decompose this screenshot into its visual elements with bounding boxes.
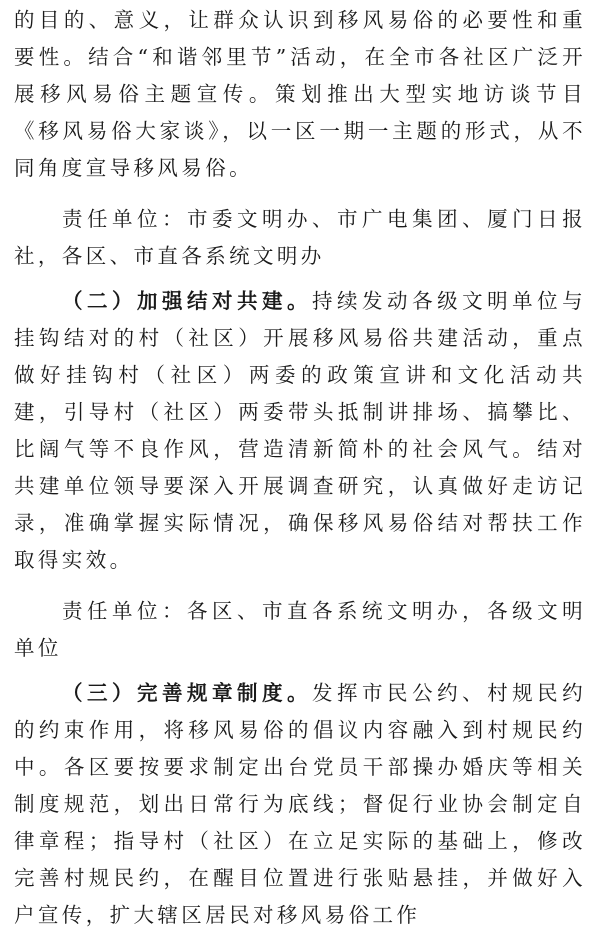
responsible-units-1: 责任单位：市委文明办、市广电集团、厦门日报社，各区、市直各系统文明办 <box>14 207 586 268</box>
section-2-body: 持续发动各级文明单位与挂钩结对的村（社区）开展移风易俗共建活动，重点做好挂钩村（社区）两委的政策宣讲和文化活动共建，引导村（社区）两委带头抵制讲排场、搞攀比、比阔气等不良作风，营造清新简朴的社会风气。结对共建单位领导要深入开展调查研究，认真做好走访记录，准确掌握实际情况，确保移风易俗结对帮扶工作取得实效。 <box>14 289 586 572</box>
paragraph-publicity: 的目的、意义，让群众认识到移风易俗的必要性和重要性。结合“和谐邻里节”活动，在全市各社区广泛开展移风易俗主题宣传。策划推出大型实地访谈节目《移风易俗大家谈》，以一区一期一主题的形式，从不同角度宣导移风易俗。 <box>14 8 586 180</box>
responsible-units-2: 责任单位：各区、市直各系统文明办，各级文明单位 <box>14 599 586 660</box>
section-3-paragraph <box>14 675 586 934</box>
section-3-body: 发挥市民公约、村规民约的约束作用，将移风易俗的倡议内容融入到村规民约中。各区要按要求制定出台党员干部操办婚庆等相关制度规范，划出日常行为底线；督促行业协会制定自律章程；指导村（社区）在立足实际的基础上，修改完善村规民约，在醒目位置进行张贴悬挂，并做好入户宣传，扩大辖区居民对移风易俗工作 <box>14 681 586 927</box>
section-2-paragraph <box>14 283 586 579</box>
section-3-heading: （三）完善规章制度。 <box>62 681 313 705</box>
section-2-heading: （二）加强结对共建。 <box>62 289 313 313</box>
